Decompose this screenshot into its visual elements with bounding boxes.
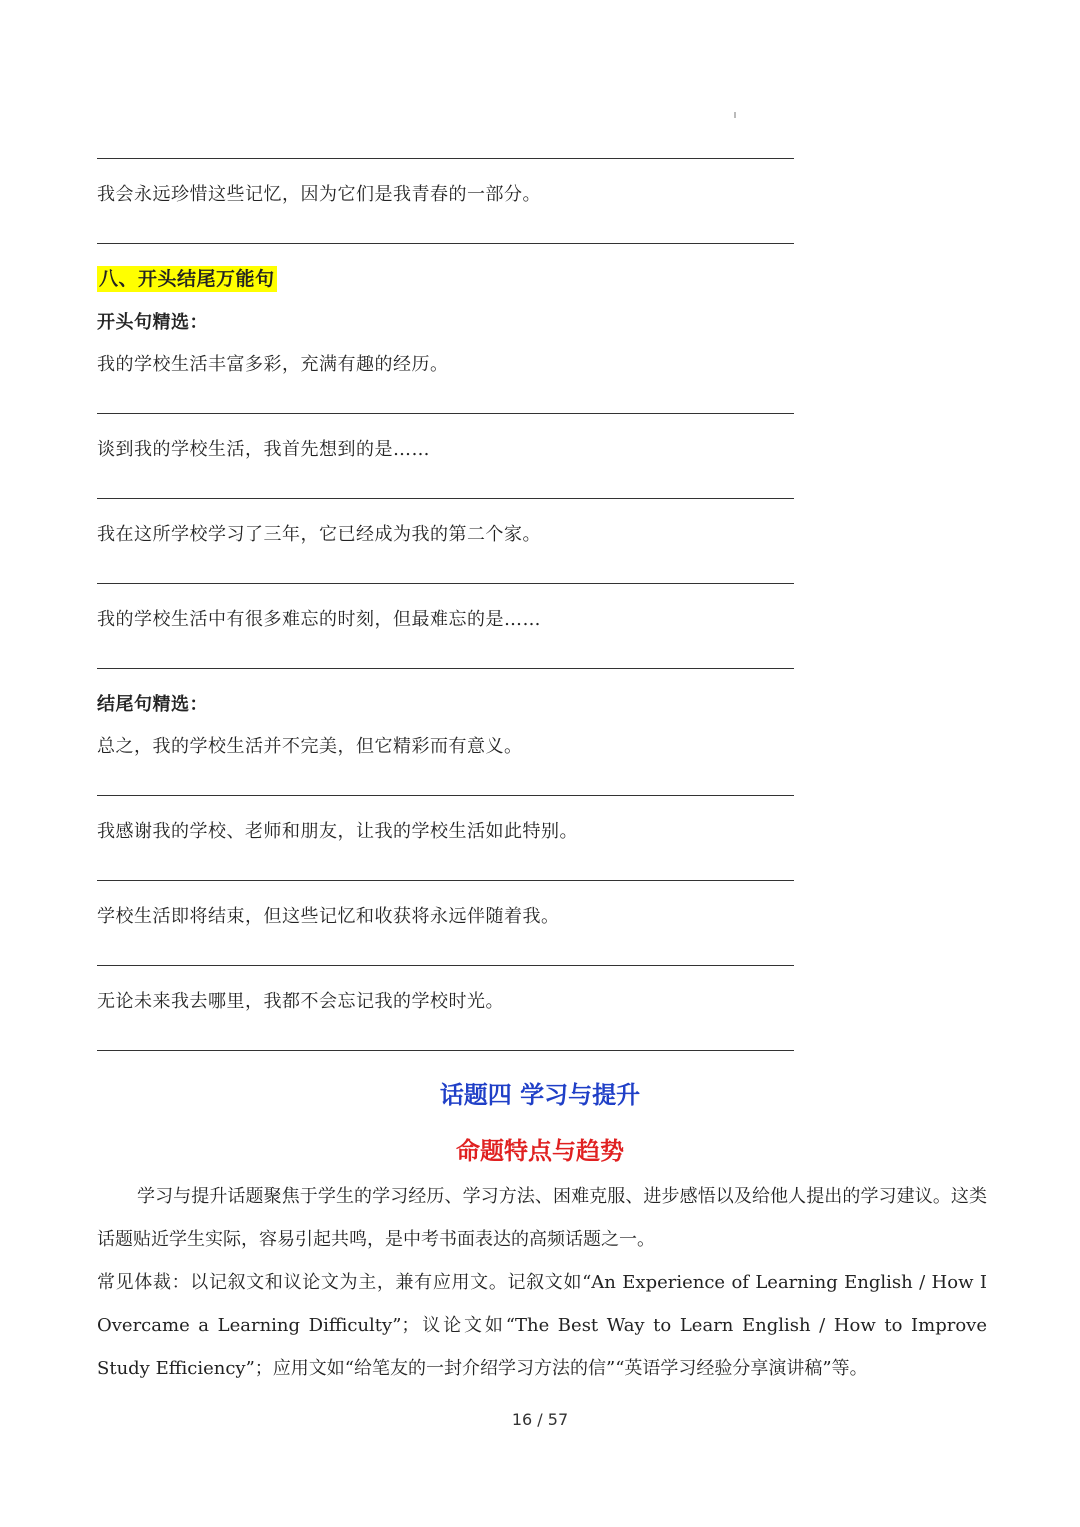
sentence-line: 总之，我的学校生活并不完美，但它精彩而有意义。 [97,736,523,757]
answer-line [97,413,794,414]
section-heading [97,264,277,291]
sentence-line: 学校生活即将结束，但这些记忆和收获将永远伴随着我。 [97,906,560,927]
section-heading-text: 八、开头结尾万能句 [99,268,275,290]
closing-label: 结尾句精选： [97,694,208,715]
sentence-line: 我的学校生活丰富多彩，充满有趣的经历。 [97,354,449,375]
answer-line [97,1050,794,1051]
answer-line [97,243,794,244]
answer-line [97,965,794,966]
sentence-line: 无论未来我去哪里，我都不会忘记我的学校时光。 [97,991,504,1012]
body-paragraph: 学习与提升话题聚焦于学生的学习经历、学习方法、困难克服、进步感悟以及给他人提出的学习建议。这类话题贴近学生实际，容易引起共鸣，是中考书面表达的高频话题之一。 [97,1186,987,1250]
answer-line [97,583,794,584]
answer-line [97,498,794,499]
sentence-line: 我在这所学校学习了三年，它已经成为我的第二个家。 [97,524,541,545]
answer-line [97,795,794,796]
topic-title: 话题四 学习与提升 [439,1080,641,1109]
answer-line [97,668,794,669]
sentence-line: 我感谢我的学校、老师和朋友，让我的学校生活如此特别。 [97,821,578,842]
sentence-line: 我会永远珍惜这些记忆，因为它们是我青春的一部分。 [97,184,541,205]
sentence-line: 我的学校生活中有很多难忘的时刻，但最难忘的是…… [97,609,541,630]
answer-line [97,158,794,159]
body-text [97,1175,987,1390]
page-number: 16 / 57 [511,1410,569,1429]
section-subtitle: 命题特点与趋势 [456,1136,624,1165]
opening-label: 开头句精选： [97,312,208,333]
answer-line [97,880,794,881]
body-paragraph: 常见体裁：以记叙文和议论文为主，兼有应用文。记叙文如“An Experience of Learning English / How I Overcame a Learning Difficulty”；议论文如“The Best Way to Learn English / How to Improve Study Efficiency”；应用文如“给笔友的一封介绍学习方法的信”“英语学习经验分享演讲稿”等。 [97,1272,987,1379]
scan-mark [734,112,736,118]
sentence-line: 谈到我的学校生活，我首先想到的是…… [97,439,430,460]
